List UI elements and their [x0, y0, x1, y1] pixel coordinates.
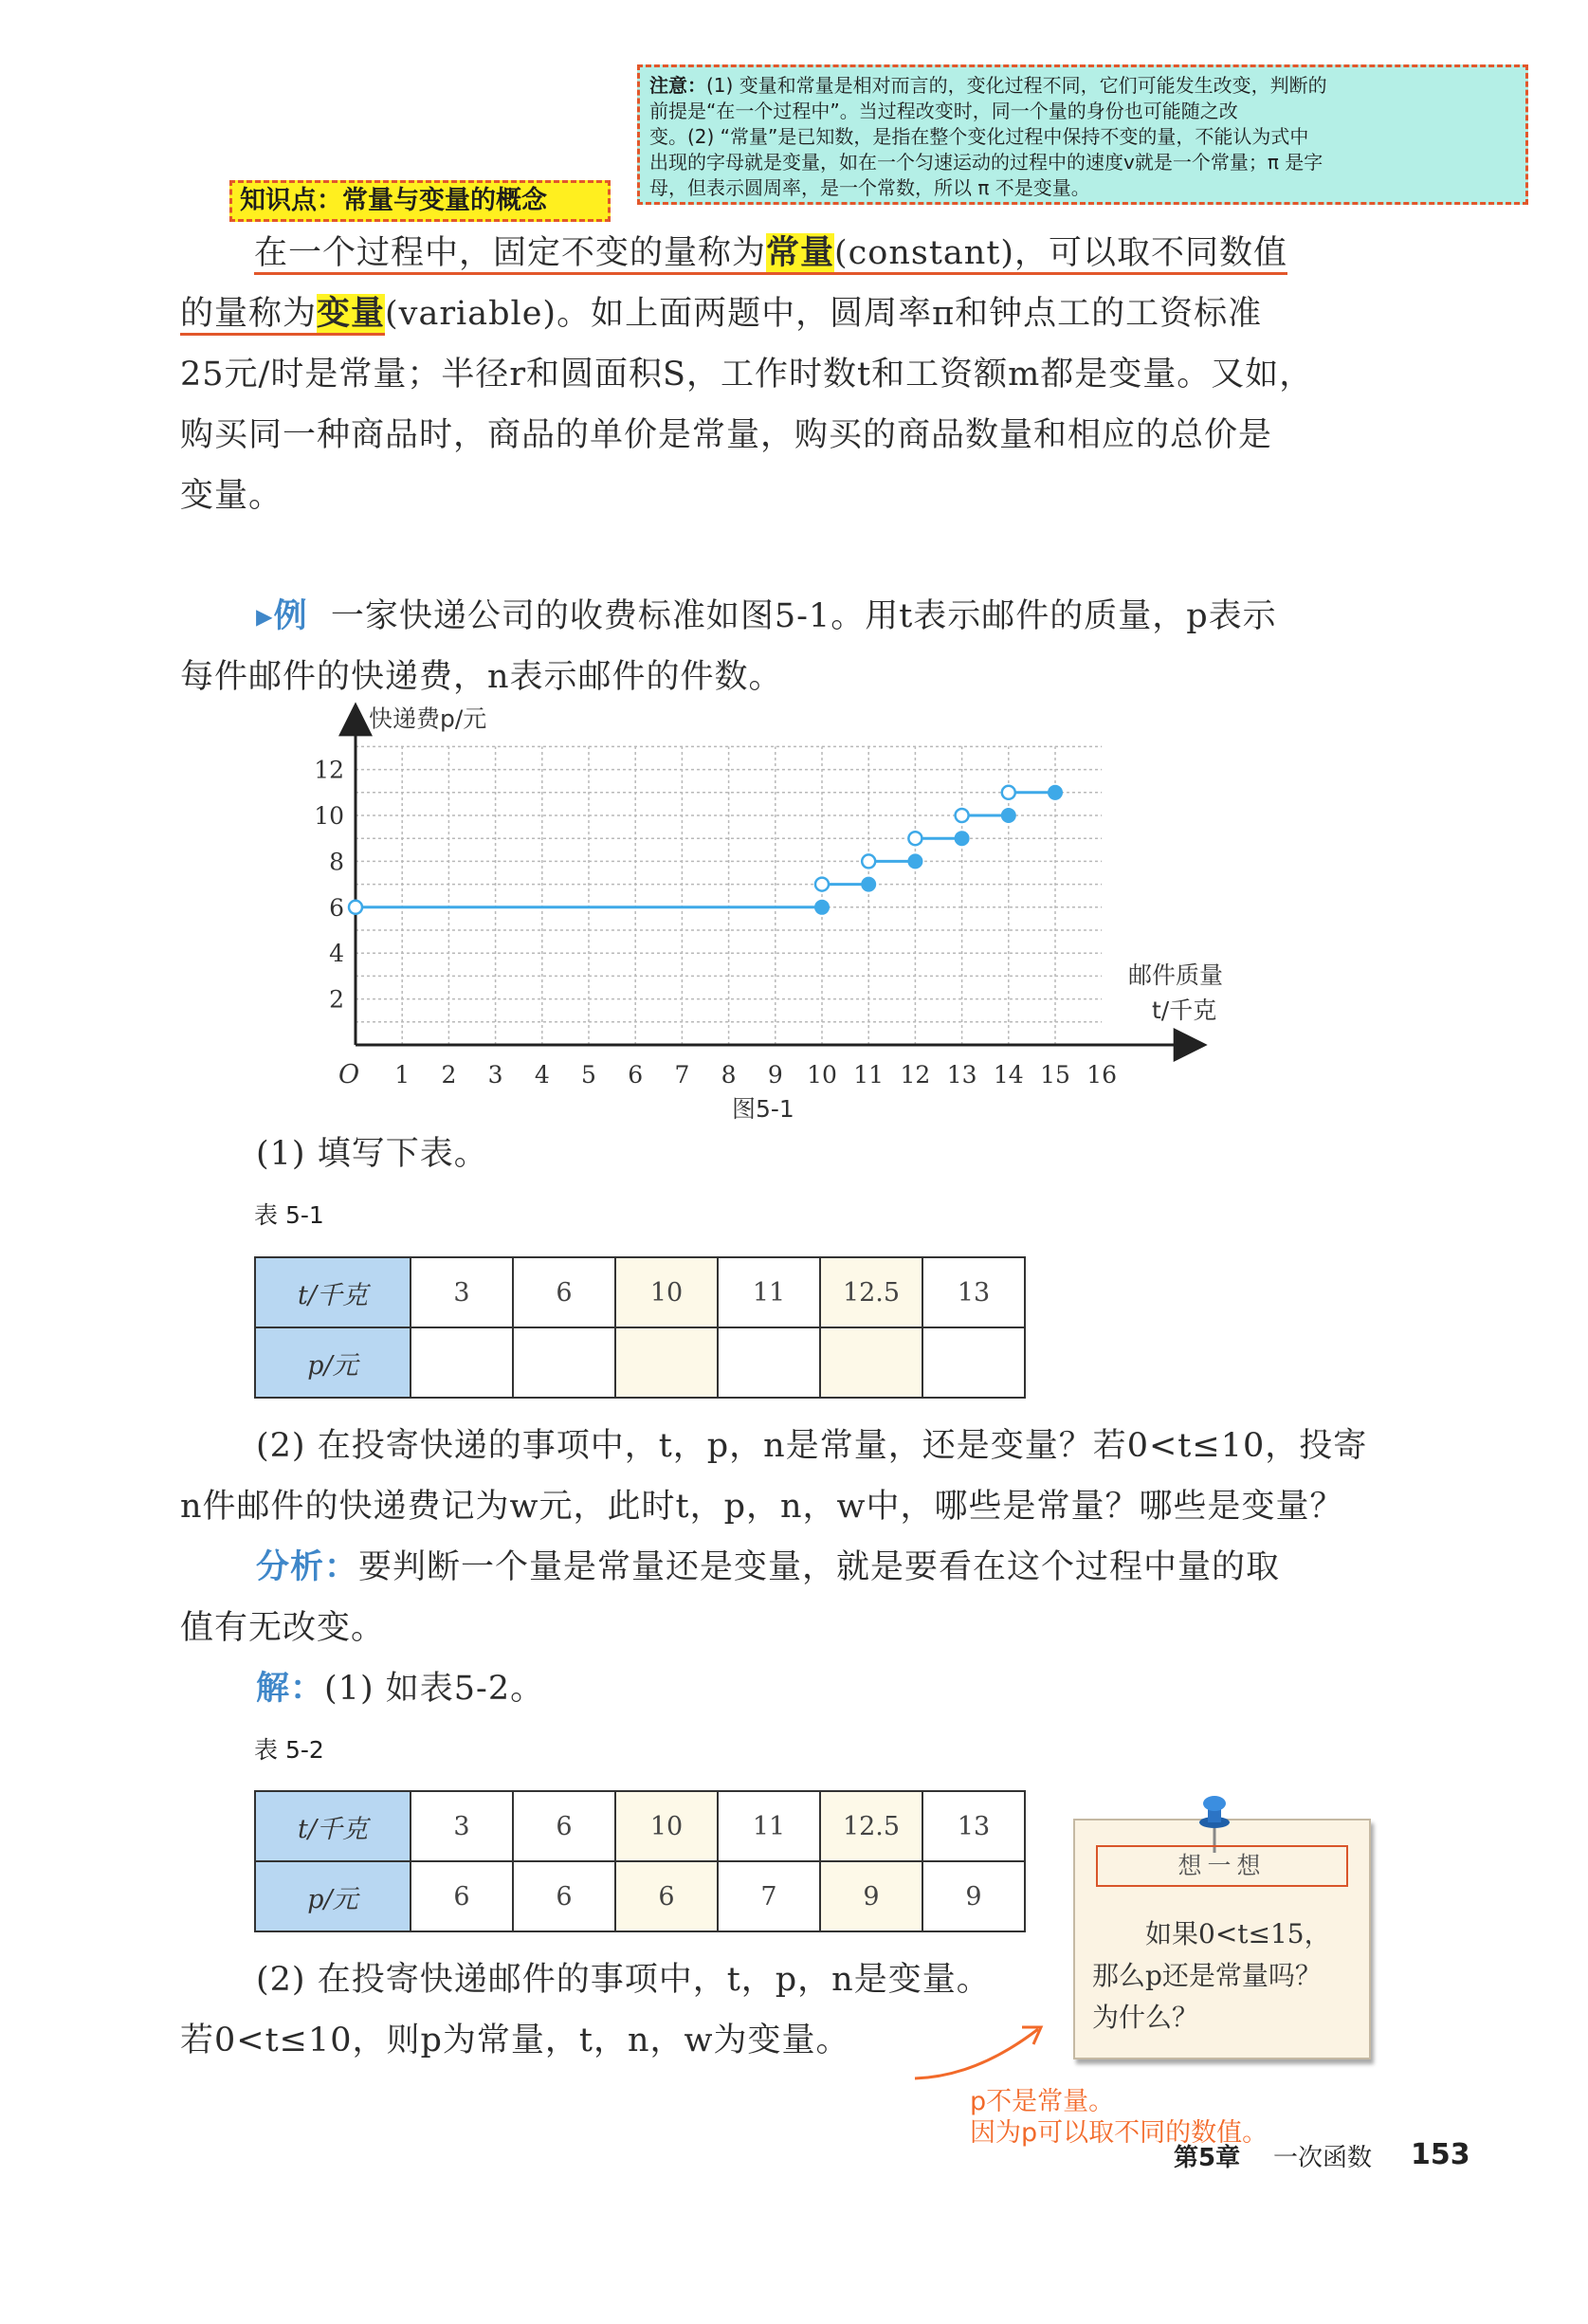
x-tick-label: 9 — [767, 1061, 783, 1089]
knowledge-tag: 知识点：常量与变量的概念 — [229, 180, 611, 222]
term-variable: 变量 — [317, 294, 386, 333]
table-2-cell: 12.5 — [820, 1791, 922, 1861]
x-tick-label: 5 — [581, 1061, 596, 1089]
note-line-3: 变。(2) “常量”是已知数，是指在整个变化过程中保持不变的量，不能认为式中 — [649, 125, 1309, 148]
closed-point — [908, 854, 922, 869]
closed-point — [862, 877, 876, 891]
table-2-cell: 9 — [922, 1861, 1025, 1931]
term-constant: 常量 — [766, 233, 835, 272]
think-body: 如果0<t≤15， 那么p还是常量吗？ 为什么？ — [1092, 1918, 1331, 2033]
question-2-line-2: n件邮件的快递费记为w元，此时t，p，n，w中，哪些是常量？哪些是变量？ — [180, 1488, 1344, 1526]
x-tick-label: 2 — [441, 1061, 457, 1089]
x-tick-label: 8 — [721, 1061, 737, 1089]
x-tick-label: 6 — [628, 1061, 644, 1089]
note-line-2: 前提是“在一个过程中”。当过程改变时，同一个量的身份也可能随之改 — [649, 100, 1238, 122]
x-tick-label: 13 — [946, 1061, 977, 1089]
table-2-caption: 表 5-2 — [254, 1736, 324, 1764]
answer-2-line-2: 若0<t≤10，则p为常量，t，n，w为变量。 — [180, 2022, 850, 2059]
table-1-cell: 6 — [513, 1257, 615, 1327]
table-2-cell: 6 — [513, 1861, 615, 1931]
table-2-cell: 7 — [718, 1861, 820, 1931]
table-1-row-t — [255, 1257, 1025, 1327]
note-line-5: 母，但表示圆周率，是一个常数，所以 π 不是变量。 — [649, 176, 1090, 199]
table-1-row-p — [255, 1327, 1025, 1398]
table-2-cell: 3 — [411, 1791, 513, 1861]
chart-caption: 图5-1 — [732, 1095, 794, 1123]
closed-point — [815, 900, 830, 914]
table-2 — [254, 1790, 1026, 1932]
table-2-cell: 11 — [718, 1791, 820, 1861]
definition-line-4: 购买同一种商品时，商品的单价是常量，购买的商品数量和相应的总价是 — [180, 416, 1273, 454]
think-title: 想一想 — [1096, 1845, 1348, 1887]
x-tick-label: 3 — [487, 1061, 503, 1089]
question-1: (1) 填写下表。 — [256, 1135, 488, 1173]
analysis-line-2: 值有无改变。 — [180, 1609, 386, 1647]
table-1-cell: 11 — [718, 1257, 820, 1327]
table-1-cell — [615, 1327, 718, 1398]
y-tick-label: 4 — [329, 940, 344, 968]
x-tick-label: 14 — [993, 1061, 1024, 1089]
note-line-4: 出现的字母就是变量，如在一个匀速运动的过程中的速度v就是一个常量；π 是字 — [649, 151, 1323, 174]
y-tick-label: 10 — [314, 802, 344, 830]
solution-line-1: 解：(1) 如表5-2。 — [256, 1670, 545, 1708]
open-point — [862, 854, 875, 868]
x-tick-label: 4 — [534, 1061, 550, 1089]
note-label: 注意： — [649, 74, 706, 97]
table-1-cell: 12.5 — [820, 1257, 922, 1327]
table-1-cell — [411, 1327, 513, 1398]
table-2-cell: 6 — [615, 1861, 718, 1931]
open-point — [908, 832, 922, 845]
footer-chapter: 第5章 — [1174, 2144, 1241, 2172]
table-2-row-t — [255, 1791, 1025, 1861]
table-2-cell: 6 — [411, 1861, 513, 1931]
table-1-cell — [513, 1327, 615, 1398]
definition-line-3: 25元/时是常量；半径r和圆面积S，工作时数t和工资额m都是变量。又如， — [180, 356, 1314, 393]
chart-x-label-2: t/千克 — [1152, 997, 1217, 1024]
y-tick-label: 12 — [314, 756, 344, 784]
table-1-cell — [922, 1327, 1025, 1398]
table-2-cell: 10 — [615, 1791, 718, 1861]
analysis-label: 分析： — [256, 1548, 359, 1586]
chart-grid — [356, 746, 1102, 1045]
footer-section: 一次函数 — [1273, 2144, 1373, 2172]
note-box — [637, 64, 1528, 205]
handwritten-arrow-icon — [910, 2020, 1052, 2086]
chart-origin-label: O — [338, 1060, 360, 1089]
open-point — [349, 901, 362, 914]
open-point — [815, 878, 829, 891]
analysis-line-1: 分析：要判断一个量是常量还是变量，就是要看在这个过程中量的取 — [256, 1548, 1281, 1586]
table-1-cell — [820, 1327, 922, 1398]
chart-y-label: 快递费p/元 — [369, 705, 487, 733]
handwritten-note: p不是常量。 因为p可以取不同的数值。 — [970, 2087, 1269, 2148]
closed-point — [955, 832, 969, 846]
table-1-header-p: p/元 — [255, 1327, 411, 1398]
definition-line-1: 在一个过程中，固定不变的量称为常量(constant)，可以取不同数值 — [254, 232, 1287, 274]
y-tick-label: 2 — [329, 985, 344, 1014]
solution-label: 解： — [256, 1670, 325, 1708]
chart-x-label-1: 邮件质量 — [1128, 961, 1224, 989]
x-tick-label: 16 — [1086, 1061, 1118, 1089]
table-2-cell: 13 — [922, 1791, 1025, 1861]
example-line-1: ▸例 一家快递公司的收费标准如图5-1。用t表示邮件的质量，p表示 — [256, 597, 1277, 635]
x-tick-label: 7 — [674, 1061, 690, 1089]
y-tick-label: 8 — [329, 848, 344, 876]
x-tick-label: 11 — [853, 1061, 885, 1089]
chart-figure-5-1 — [303, 702, 1270, 1119]
definition-line-5: 变量。 — [180, 477, 283, 515]
chart-ticks — [314, 757, 1117, 1089]
open-point — [956, 809, 969, 822]
page-number: 153 — [1411, 2138, 1470, 2171]
table-2-cell: 6 — [513, 1791, 615, 1861]
example-marker: ▸例 — [256, 597, 308, 635]
table-1-cell: 10 — [615, 1257, 718, 1327]
x-tick-label: 1 — [394, 1061, 411, 1089]
open-point — [1002, 786, 1015, 799]
table-1 — [254, 1256, 1026, 1399]
example-line-2: 每件邮件的快递费，n表示邮件的件数。 — [180, 658, 783, 696]
note-line-1: 注意：(1) 变量和常量是相对而言的，变化过程不同，它们可能发生改变，判断的 — [649, 74, 1327, 97]
chart-axes — [356, 719, 1191, 1045]
table-2-header-p: p/元 — [255, 1861, 411, 1931]
table-2-row-p — [255, 1861, 1025, 1931]
y-tick-label: 6 — [329, 893, 344, 922]
closed-point — [1001, 809, 1015, 823]
table-2-header-t: t/千克 — [255, 1791, 411, 1861]
x-tick-label: 12 — [900, 1061, 931, 1089]
table-1-cell — [718, 1327, 820, 1398]
table-1-header-t: t/千克 — [255, 1257, 411, 1327]
chart-series — [349, 785, 1063, 914]
table-2-cell: 9 — [820, 1861, 922, 1931]
x-tick-label: 10 — [807, 1061, 837, 1089]
answer-2-line-1: (2) 在投寄快递邮件的事项中，t，p，n是变量。 — [256, 1961, 991, 1999]
closed-point — [1049, 785, 1063, 799]
table-1-cell: 13 — [922, 1257, 1025, 1327]
x-tick-label: 15 — [1040, 1061, 1070, 1089]
think-box — [1073, 1819, 1371, 2059]
table-1-caption: 表 5-1 — [254, 1201, 324, 1229]
question-2-line-1: (2) 在投寄快递的事项中，t，p，n是常量，还是变量？若0<t≤10，投寄 — [256, 1427, 1368, 1465]
table-1-cell: 3 — [411, 1257, 513, 1327]
definition-line-2: 的量称为变量(variable)。如上面两题中，圆周率π和钟点工的工资标准 — [180, 293, 1262, 335]
